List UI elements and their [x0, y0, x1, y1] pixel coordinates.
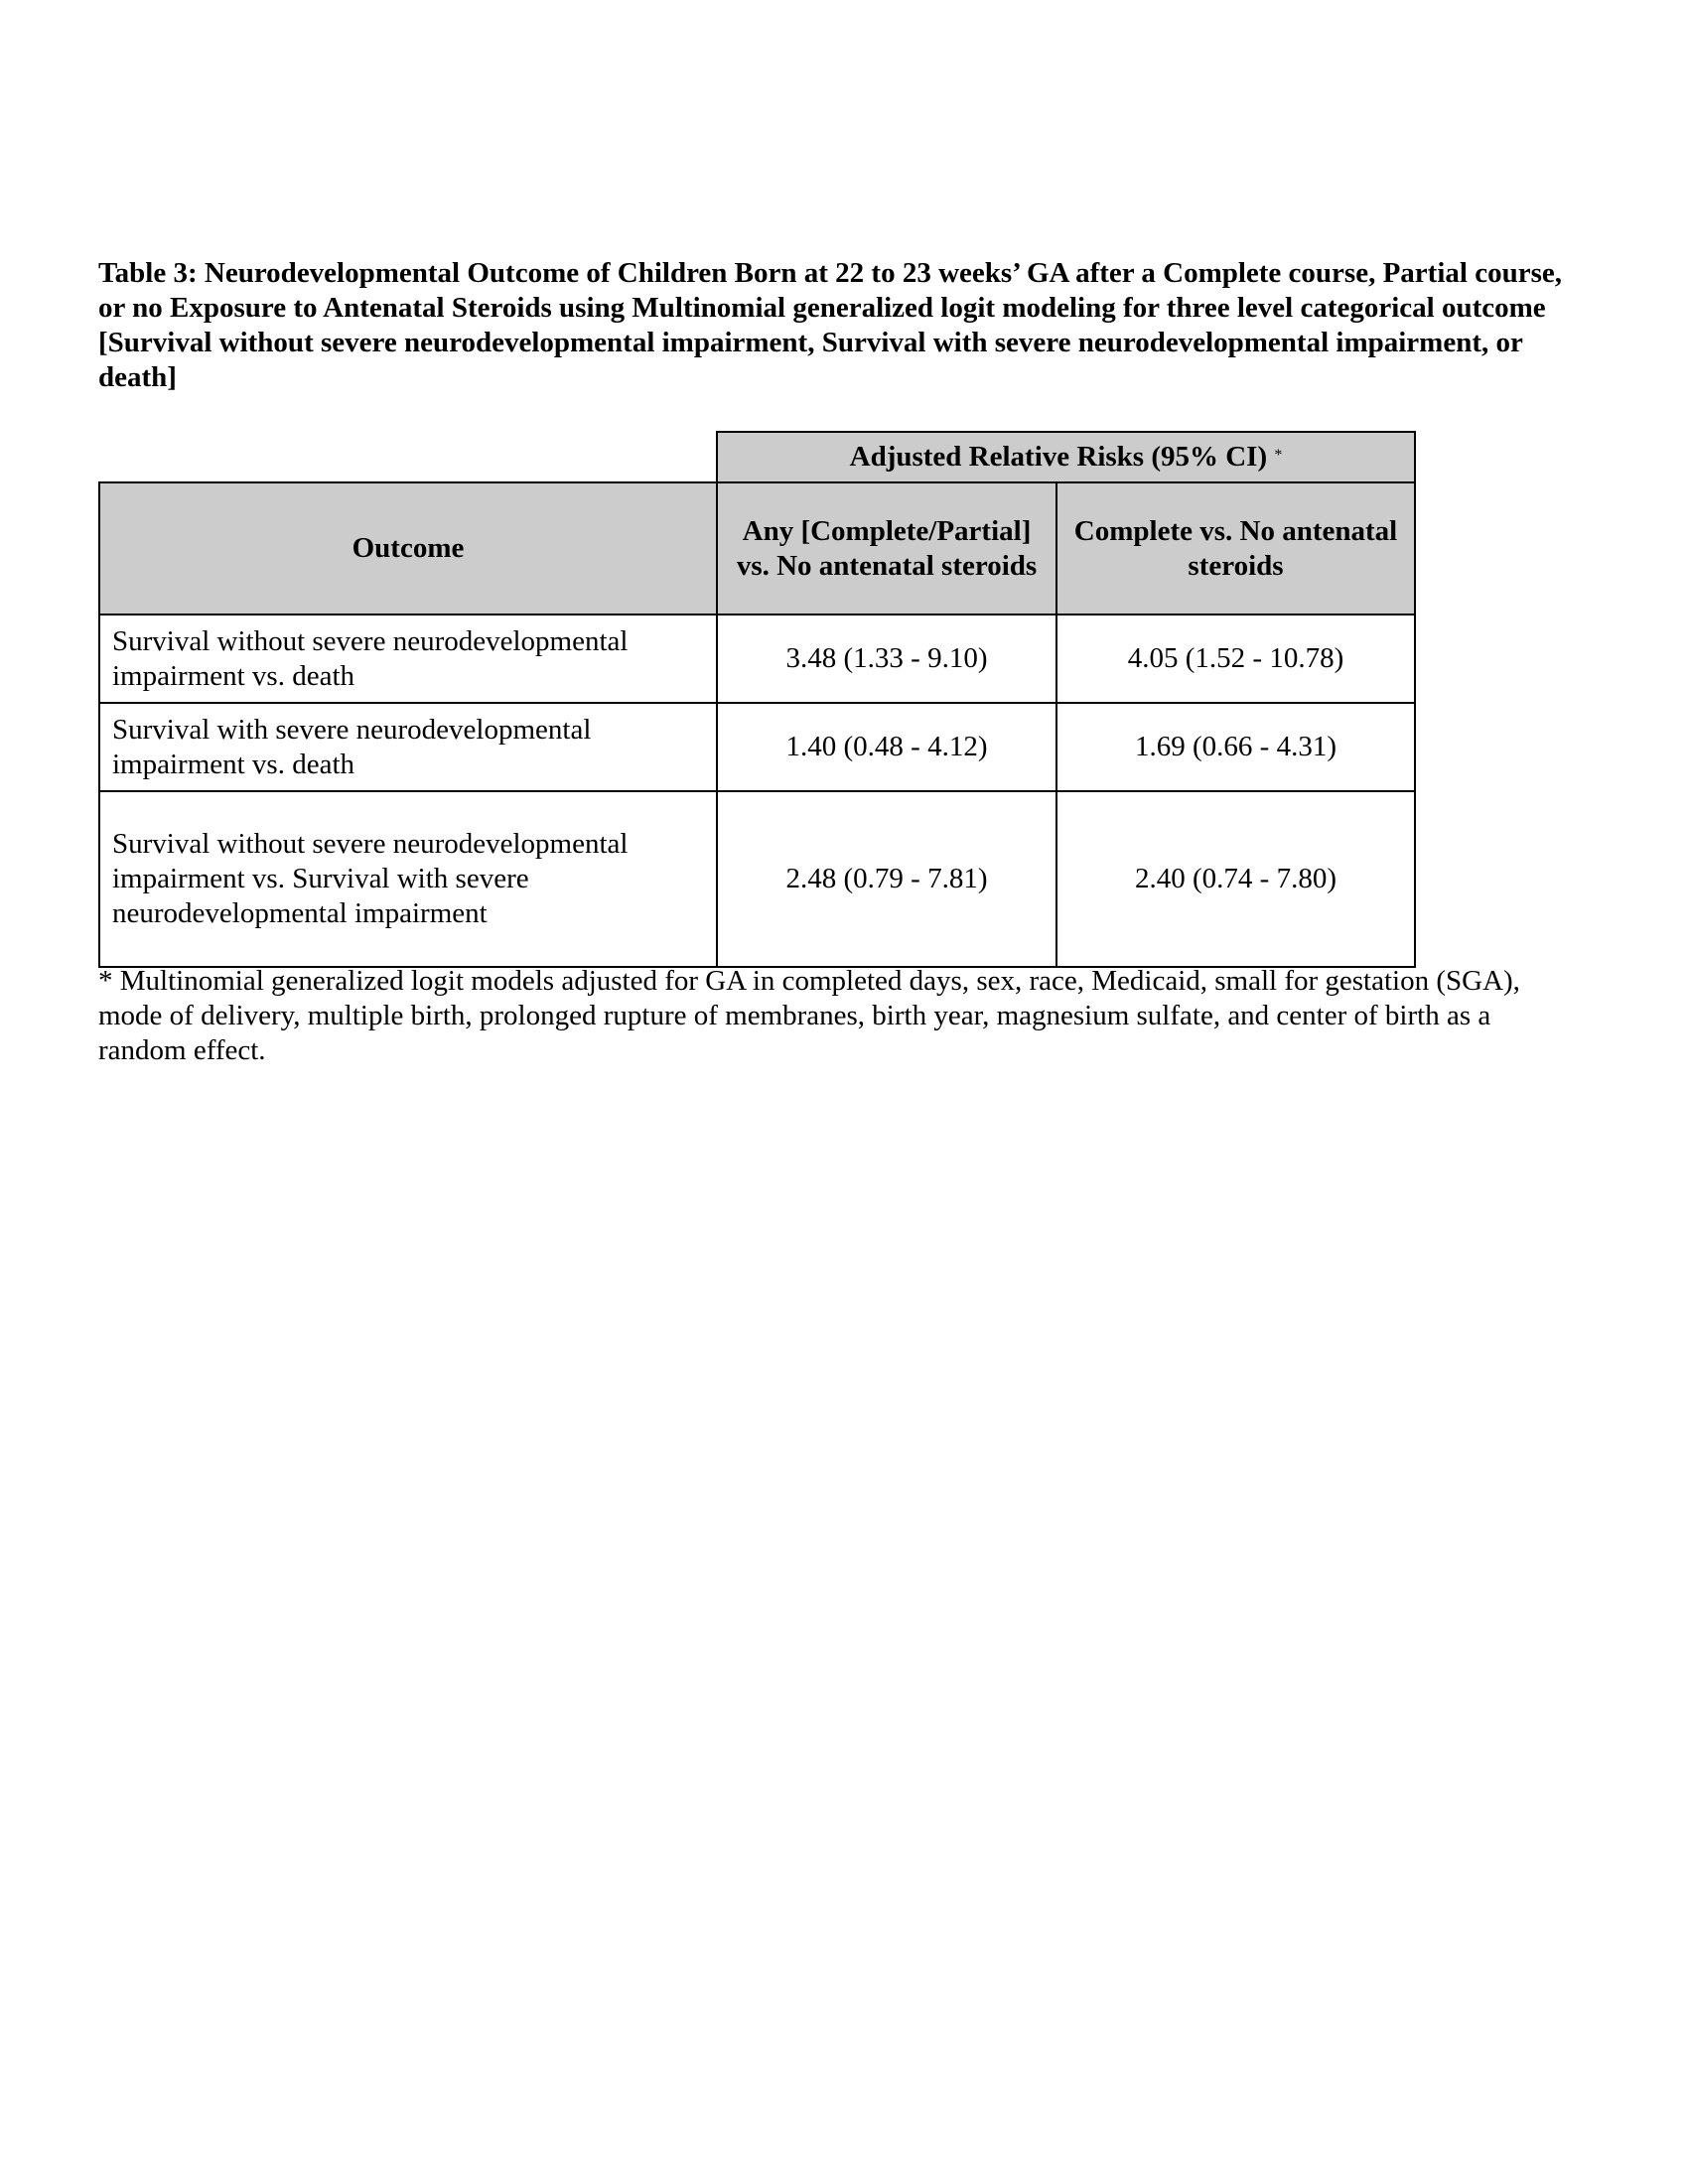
blank-corner-cell	[99, 432, 717, 482]
outcome-cell: Survival with severe neurodevelopmental impairment vs. death	[99, 703, 717, 791]
column-header-any-steroids: Any [Complete/Partial] vs. No antenatal steroids	[717, 482, 1056, 614]
column-header-outcome: Outcome	[99, 482, 717, 614]
group-header	[717, 432, 1415, 482]
value-cell-complete: 2.40 (0.74 - 7.80)	[1056, 791, 1415, 967]
value-cell-any: 2.48 (0.79 - 7.81)	[717, 791, 1056, 967]
value-cell-any: 1.40 (0.48 - 4.12)	[717, 703, 1056, 791]
table-row	[99, 703, 1415, 791]
group-header-row	[99, 432, 1415, 482]
value-cell-complete: 1.69 (0.66 - 4.31)	[1056, 703, 1415, 791]
outcome-cell: Survival without severe neurodevelopmental impairment vs. death	[99, 614, 717, 703]
value-cell-complete: 4.05 (1.52 - 10.78)	[1056, 614, 1415, 703]
table-footnote: * Multinomial generalized logit models adjusted for GA in completed days, sex, race, Medicaid, small for gestation (SGA), mode of delivery, multiple birth, prolonged rupture of membranes, birth year, magnesium sulfate, and center of birth as a random effect.	[98, 965, 1520, 1066]
group-header-label: Adjusted Relative Risks (95% CI)	[849, 441, 1268, 473]
footnote-marker: *	[1274, 447, 1283, 464]
outcome-cell: Survival without severe neurodevelopmental impairment vs. Survival with severe neurodevelopmental impairment	[99, 791, 717, 967]
table-row	[99, 614, 1415, 703]
table-caption: Table 3: Neurodevelopmental Outcome of Children Born at 22 to 23 weeks’ GA after a Complete course, Partial course, or no Exposure to Antenatal Steroids using Multinomial generalized logit modeling for three level categorical outcome [Survival without severe neurodevelopmental impairment, Survival with severe neurodevelopmental impairment, or death]	[98, 257, 1562, 393]
value-cell-any: 3.48 (1.33 - 9.10)	[717, 614, 1056, 703]
column-header-complete-steroids: Complete vs. No antenatal steroids	[1056, 482, 1415, 614]
table-row	[99, 791, 1415, 967]
results-table	[98, 431, 1416, 968]
column-header-row	[99, 482, 1415, 614]
